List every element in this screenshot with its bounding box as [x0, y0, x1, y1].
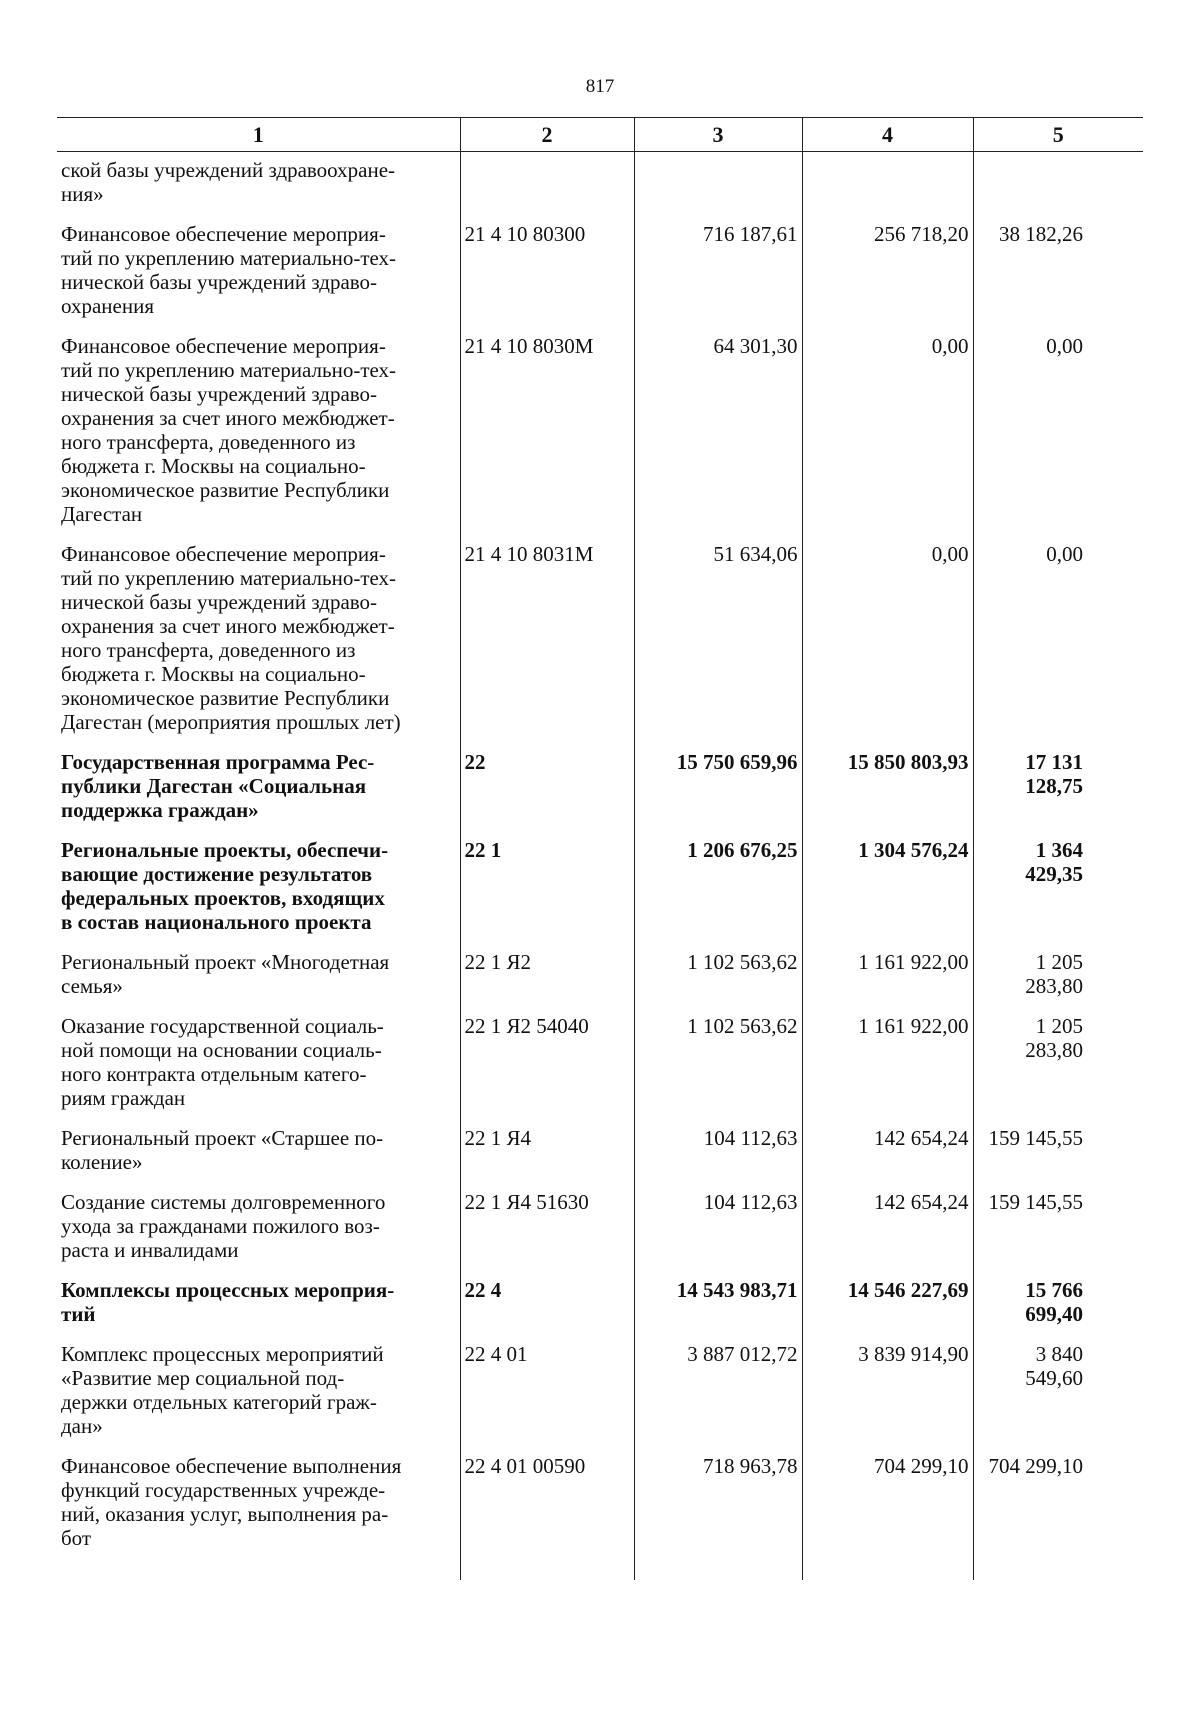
- row-value-col4: 14 546 227,69: [802, 1276, 973, 1340]
- row-name: Финансовое обеспечение мероприя- тий по укреплению материально-тех- нической базы учреждений здраво- охранения за счет иного межбюджет- ного трансферта, доведенного из бюджета г. Москвы на социально- экономическое развитие Республики Дагестан: [61, 334, 397, 526]
- row-name: Комплекс процессных мероприятий «Развитие мер социальной под- держки отдельных категорий граж- дан»: [61, 1342, 384, 1438]
- row-code: 21 4 10 8031М: [460, 540, 634, 748]
- table-row: [57, 1452, 1143, 1564]
- row-name: Финансовое обеспечение выполнения функций государственных учрежде- ний, оказания услуг, выполнения ра- бот: [61, 1454, 402, 1550]
- table-row: [57, 1124, 1143, 1188]
- row-value-col4: 142 654,24: [802, 1124, 973, 1188]
- row-value-col4: 0,00: [802, 540, 973, 748]
- row-code: 22 1 Я2: [460, 948, 634, 1012]
- row-value-col4: 142 654,24: [802, 1188, 973, 1276]
- row-value-col5: 0,00: [973, 332, 1143, 540]
- row-name: Государственная программа Рес- публики Дагестан «Социальная поддержка граждан»: [61, 750, 375, 822]
- budget-table-container: [57, 117, 1143, 1580]
- row-name: Создание системы долговременного ухода за гражданами пожилого воз- раста и инвалидами: [61, 1190, 386, 1262]
- row-code: [460, 152, 634, 221]
- table-row: [57, 1276, 1143, 1340]
- row-code: 22: [460, 748, 634, 836]
- row-code: 21 4 10 8030М: [460, 332, 634, 540]
- row-value-col3: 104 112,63: [634, 1124, 802, 1188]
- table-row: [57, 1012, 1143, 1124]
- header-row: [57, 118, 1143, 152]
- row-value-col4: 1 161 922,00: [802, 948, 973, 1012]
- table-row: [57, 948, 1143, 1012]
- row-value-col5: 1 205 283,80: [973, 948, 1143, 1012]
- row-value-col4: [802, 152, 973, 221]
- table-tail: [57, 1564, 1143, 1580]
- table-row: [57, 748, 1143, 836]
- row-name: ской базы учреждений здравоохране- ния»: [61, 158, 396, 206]
- row-value-col3: 14 543 983,71: [634, 1276, 802, 1340]
- row-value-col5: 15 766 699,40: [973, 1276, 1143, 1340]
- row-value-col3: 1 102 563,62: [634, 948, 802, 1012]
- table-header: [57, 118, 1143, 152]
- row-code: 22 4: [460, 1276, 634, 1340]
- row-value-col4: 256 718,20: [802, 220, 973, 332]
- table-row: [57, 332, 1143, 540]
- row-name: Региональный проект «Многодетная семья»: [61, 950, 390, 998]
- tail-cell: [460, 1564, 634, 1580]
- row-name: Финансовое обеспечение мероприя- тий по укреплению материально-тех- нической базы учреждений здраво- охранения за счет иного межбюджет- ного трансферта, доведенного из бюджета г. Москвы на социально- экономическое развитие Республики Дагестан (мероприятия прошлых лет): [61, 542, 401, 734]
- row-value-col3: 64 301,30: [634, 332, 802, 540]
- row-code: 22 1 Я4 51630: [460, 1188, 634, 1276]
- table-row: [57, 1340, 1143, 1452]
- row-name: Финансовое обеспечение мероприя- тий по укреплению материально-тех- нической базы учреждений здраво- охранения: [61, 222, 397, 318]
- row-code: 22 1 Я4: [460, 1124, 634, 1188]
- row-name: Региональный проект «Старшее по- коление»: [61, 1126, 384, 1174]
- tail-cell: [973, 1564, 1143, 1580]
- row-value-col4: 704 299,10: [802, 1452, 973, 1564]
- row-value-col3: 104 112,63: [634, 1188, 802, 1276]
- row-value-col3: 15 750 659,96: [634, 748, 802, 836]
- row-value-col5: 704 299,10: [973, 1452, 1143, 1564]
- row-value-col4: 15 850 803,93: [802, 748, 973, 836]
- row-value-col5: 1 205 283,80: [973, 1012, 1143, 1124]
- row-value-col3: 1 102 563,62: [634, 1012, 802, 1124]
- row-value-col3: 716 187,61: [634, 220, 802, 332]
- row-value-col4: 1 161 922,00: [802, 1012, 973, 1124]
- table-row: [57, 220, 1143, 332]
- header-col-3: 3: [634, 118, 802, 152]
- row-value-col5: [973, 152, 1143, 221]
- row-code: 21 4 10 80300: [460, 220, 634, 332]
- tail-cell: [57, 1564, 460, 1580]
- row-name: Оказание государственной социаль- ной помощи на основании социаль- ного контракта отдельным катего- риям граждан: [61, 1014, 384, 1110]
- row-value-col3: 51 634,06: [634, 540, 802, 748]
- page-number: 817: [585, 76, 615, 97]
- row-code: 22 4 01 00590: [460, 1452, 634, 1564]
- row-value-col5: 0,00: [973, 540, 1143, 748]
- row-code: 22 1 Я2 54040: [460, 1012, 634, 1124]
- row-value-col4: 1 304 576,24: [802, 836, 973, 948]
- header-col-5: 5: [973, 118, 1143, 152]
- tail-cell: [634, 1564, 802, 1580]
- row-name: Региональные проекты, обеспечи- вающие достижение результатов федеральных проектов, входящих в состав национального проекта: [61, 838, 389, 934]
- row-value-col5: 159 145,55: [973, 1124, 1143, 1188]
- row-code: 22 1: [460, 836, 634, 948]
- row-name: Комплексы процессных мероприя- тий: [61, 1278, 395, 1326]
- header-col-1: 1: [57, 118, 460, 152]
- budget-table: [57, 117, 1143, 1580]
- table-row: [57, 1188, 1143, 1276]
- row-value-col5: 17 131 128,75: [973, 748, 1143, 836]
- row-value-col3: [634, 152, 802, 221]
- row-value-col5: 1 364 429,35: [973, 836, 1143, 948]
- header-col-2: 2: [460, 118, 634, 152]
- row-code: 22 4 01: [460, 1340, 634, 1452]
- row-value-col3: 718 963,78: [634, 1452, 802, 1564]
- table-row: [57, 836, 1143, 948]
- row-value-col4: 3 839 914,90: [802, 1340, 973, 1452]
- row-value-col3: 3 887 012,72: [634, 1340, 802, 1452]
- row-value-col3: 1 206 676,25: [634, 836, 802, 948]
- table-body: [57, 152, 1143, 1581]
- table-row: [57, 540, 1143, 748]
- row-value-col5: 3 840 549,60: [973, 1340, 1143, 1452]
- row-value-col4: 0,00: [802, 332, 973, 540]
- table-row: [57, 152, 1143, 221]
- tail-cell: [802, 1564, 973, 1580]
- row-value-col5: 159 145,55: [973, 1188, 1143, 1276]
- header-col-4: 4: [802, 118, 973, 152]
- row-value-col5: 38 182,26: [973, 220, 1143, 332]
